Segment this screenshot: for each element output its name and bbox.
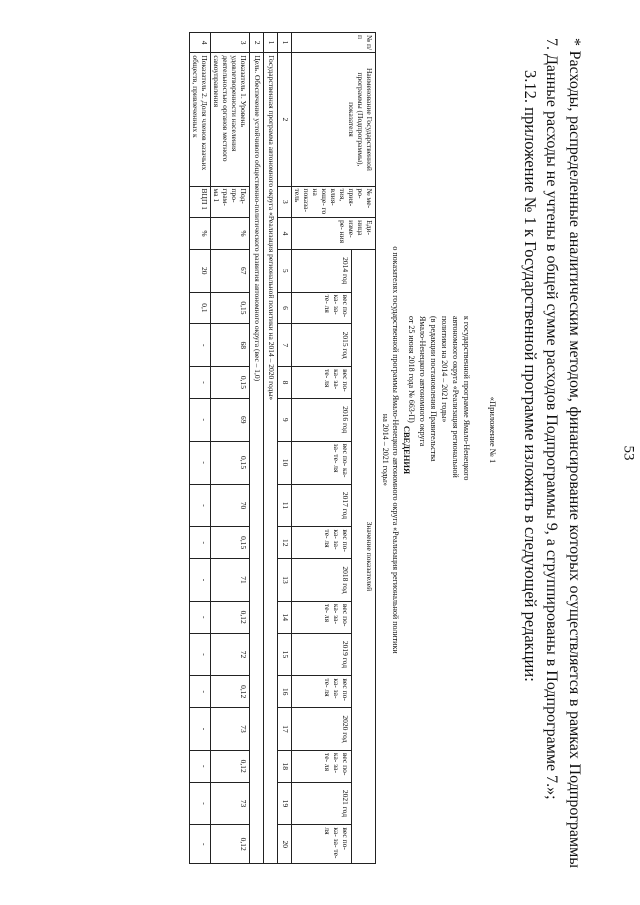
header-unit: Еди- ница изме- ре- ния	[292, 218, 376, 250]
header-values: Значение показателей	[352, 249, 376, 863]
activity-ref: ВЦП 1	[190, 186, 211, 218]
page-number: 53	[620, 445, 637, 461]
value-cell: 69	[211, 398, 250, 441]
weight-cell: 0,12	[211, 601, 250, 633]
weight-label: вес по- ка- за- те- ля	[292, 527, 352, 559]
weight-cell: 0,12	[211, 676, 250, 708]
header-no: № п/п	[292, 33, 376, 53]
weight-cell: -	[190, 441, 211, 484]
header-activity-ref: № ме- ро- прия- тия, влия- юще- го на показа- тель	[292, 186, 376, 218]
year-cell: 2018 год	[292, 559, 352, 602]
header-row	[352, 33, 376, 864]
table-row	[211, 33, 250, 864]
value-cell: 67	[211, 249, 250, 292]
unit-cell: %	[211, 218, 250, 250]
goal-cell: Цель. Обеспечение устойчивого общественно-политического развития автономного округа (вес – 1,0)	[250, 53, 264, 864]
weight-cell: -	[190, 601, 211, 633]
col-number: 8	[278, 367, 292, 399]
value-cell: -	[190, 559, 211, 602]
program-row	[264, 33, 278, 864]
weight-cell: -	[190, 527, 211, 559]
col-number: 1	[278, 33, 292, 53]
approval-line: к государственной программе Ямало-Ненецкого	[462, 316, 471, 481]
approval-line: Ямало-Ненецкого автономного округа	[418, 316, 427, 447]
weight-cell: 0,15	[211, 367, 250, 399]
weight-label: вес по- ка- за- те- ля	[292, 676, 352, 708]
value-cell: 20	[190, 249, 211, 292]
col-number: 10	[278, 441, 292, 484]
year-cell: 2020 год	[292, 708, 352, 751]
col-number: 11	[278, 484, 292, 527]
subtitle-line: на 2014 – 2021 годы»	[381, 413, 390, 487]
value-cell: -	[190, 708, 211, 751]
year-cell: 2017 год	[292, 484, 352, 527]
indicators-table	[189, 32, 376, 864]
col-number: 2	[278, 53, 292, 186]
weight-cell: -	[190, 750, 211, 782]
goal-row	[250, 33, 264, 864]
value-cell: -	[190, 324, 211, 367]
weight-cell: 0,15	[211, 441, 250, 484]
col-number: 20	[278, 825, 292, 864]
value-cell: 73	[211, 782, 250, 825]
col-number: 19	[278, 782, 292, 825]
approval-line: автономного округа «Реализация региональной	[451, 316, 460, 478]
column-numbers-row	[278, 33, 292, 864]
document-subtitle	[380, 90, 400, 810]
year-cell: 2019 год	[292, 633, 352, 676]
approval-line: политики на 2014 – 2021 годы»	[440, 316, 449, 423]
col-number: 18	[278, 750, 292, 782]
col-number: 3	[278, 186, 292, 218]
weight-label: вес по- ка- за- те- ля	[292, 292, 352, 324]
weight-cell: 0,12	[211, 750, 250, 782]
value-cell: -	[190, 782, 211, 825]
col-number: 7	[278, 324, 292, 367]
subtitle-line: о показателях государственной программы Ямало-Ненецкого автономного округа «Реализация региональной политики	[391, 246, 400, 654]
footnote: * Расходы, распределенные аналитическим методом, финансирование которых осуществляется в рамках Подпрограммы 7. Данные расходы не учтены в общей сумме расходов Подпрограммы 9, а сгруппированы в Подпрограмме 7.»;	[543, 38, 583, 868]
indicator-name: Показатель 2. Доля членов казачьих обществ, привлеченных к	[190, 53, 211, 186]
col-number: 14	[278, 601, 292, 633]
row-number: 2	[250, 33, 264, 53]
col-number: 12	[278, 527, 292, 559]
col-number: 15	[278, 633, 292, 676]
year-cell: 2014 год	[292, 249, 352, 292]
value-cell: 73	[211, 708, 250, 751]
col-number: 13	[278, 559, 292, 602]
weight-label: вес по- ка- за- те- ля	[292, 825, 352, 864]
weight-label: вес по- ка- за- те- ля	[292, 367, 352, 399]
appendix-title: «Приложение № 1	[488, 396, 498, 464]
value-cell: -	[190, 633, 211, 676]
row-number: 1	[264, 33, 278, 53]
value-cell: -	[190, 484, 211, 527]
table-row	[190, 33, 211, 864]
value-cell: 70	[211, 484, 250, 527]
weight-cell: 0,15	[211, 527, 250, 559]
weight-label: вес по- ка- за- те- ля	[292, 441, 352, 484]
weight-cell: -	[190, 676, 211, 708]
program-title-cell: Государственная программа автономного округа «Реализация региональной политики на 2014 – 2020 годы»	[264, 53, 278, 864]
year-cell: 2016 год	[292, 398, 352, 441]
year-cell: 2015 год	[292, 324, 352, 367]
col-number: 5	[278, 249, 292, 292]
weight-cell: -	[190, 825, 211, 864]
amendment-heading: 3.12. приложение № 1 к Государственной программе изложить в следующей редакции:	[521, 70, 540, 682]
header-name: Наименование Государственной программы (Подпрограммы), показателя	[292, 53, 376, 186]
col-number: 16	[278, 676, 292, 708]
weight-cell: 0,1	[190, 292, 211, 324]
unit-cell: %	[190, 218, 211, 250]
weight-cell: 0,12	[211, 825, 250, 864]
weight-label: вес по- ка- за- те- ля	[292, 601, 352, 633]
weight-cell: 0,15	[211, 292, 250, 324]
indicator-name: Показатель 1. Уровень удовлетворенности населения деятельностью органов местного самоуправления	[211, 53, 250, 186]
approval-line: (в редакции постановления Правительства	[429, 316, 438, 462]
document-title: СВЕДЕНИЯ	[402, 425, 412, 475]
rotated-page-content	[48, 30, 588, 875]
approval-line: от 25 июня 2018 года № 663-П)	[407, 316, 416, 423]
value-cell: 72	[211, 633, 250, 676]
weight-cell: -	[190, 367, 211, 399]
row-number: 3	[211, 33, 250, 53]
value-cell: -	[190, 398, 211, 441]
col-number: 6	[278, 292, 292, 324]
value-cell: 68	[211, 324, 250, 367]
activity-ref: Под- про- грам- ма 1	[211, 186, 250, 218]
appendix-approval	[406, 316, 472, 556]
year-cell: 2021 год	[292, 782, 352, 825]
value-cell: 71	[211, 559, 250, 602]
col-number: 17	[278, 708, 292, 751]
col-number: 4	[278, 218, 292, 250]
weight-label: вес по- ка- за- те- ля	[292, 750, 352, 782]
row-number: 4	[190, 33, 211, 53]
col-number: 9	[278, 398, 292, 441]
